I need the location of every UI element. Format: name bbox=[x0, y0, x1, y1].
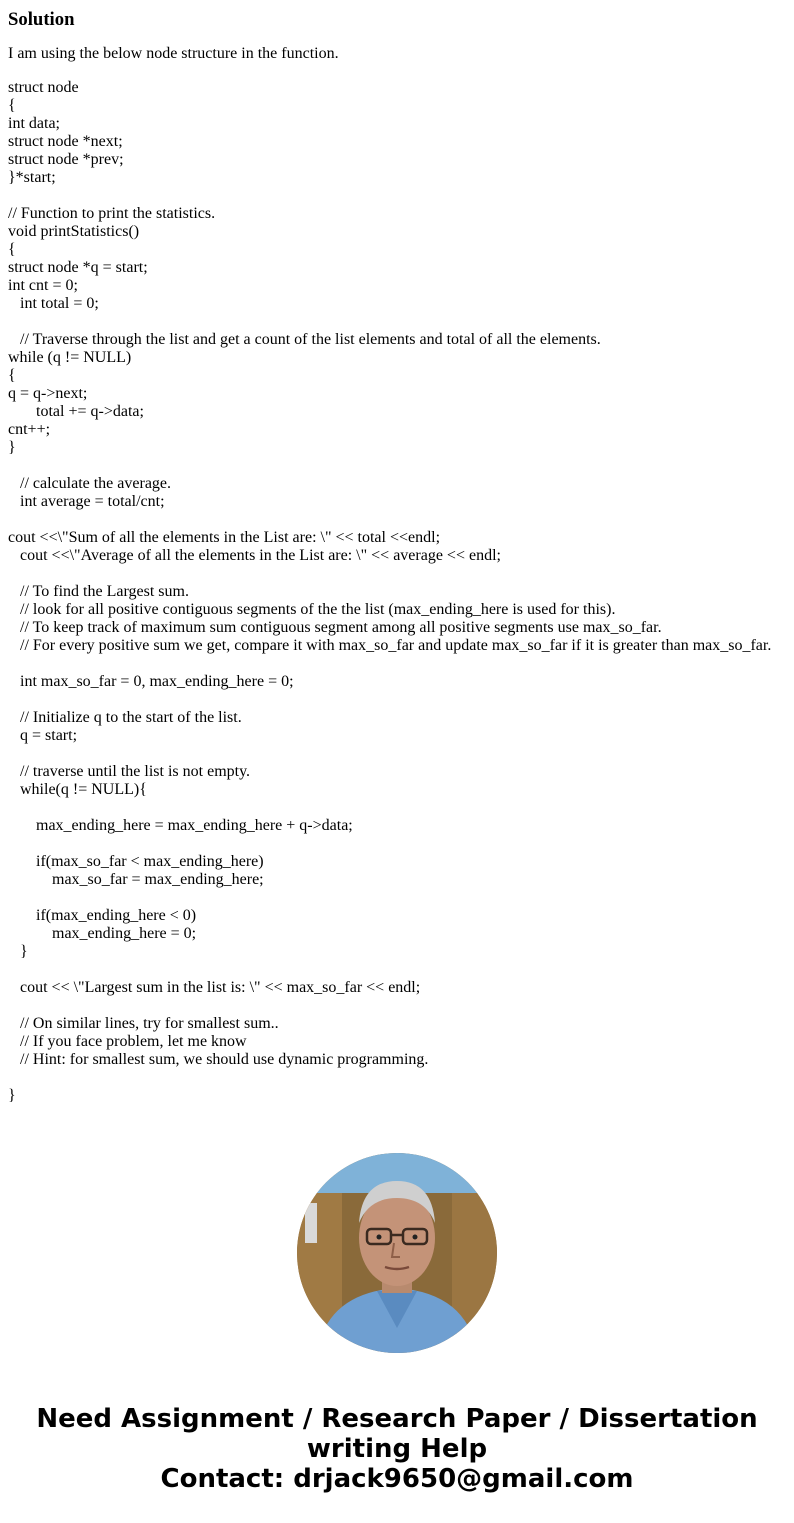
code-line: // For every positive sum we get, compare it with max_so_far and update max_so_far if it is greater than max_so_far. bbox=[8, 637, 772, 654]
code-block bbox=[8, 79, 786, 1105]
code-line bbox=[8, 1069, 786, 1087]
code-line: int average = total/cnt; bbox=[8, 493, 165, 510]
code-line bbox=[8, 889, 786, 907]
intro-text: I am using the below node structure in the function. bbox=[8, 45, 339, 62]
code-line: if(max_ending_here < 0) bbox=[8, 907, 197, 924]
code-line: int max_so_far = 0, max_ending_here = 0; bbox=[8, 673, 294, 690]
code-line: { bbox=[8, 367, 16, 384]
code-line: max_ending_here = 0; bbox=[8, 925, 197, 942]
promo-contact: Contact: drjack9650@gmail.com bbox=[160, 1464, 634, 1494]
code-line: // If you face problem, let me know bbox=[8, 1033, 247, 1050]
code-line: int data; bbox=[8, 115, 60, 132]
code-line: while(q != NULL){ bbox=[8, 781, 147, 798]
code-line bbox=[8, 997, 786, 1015]
code-line: // traverse until the list is not empty. bbox=[8, 763, 251, 780]
author-avatar bbox=[297, 1153, 497, 1353]
code-line bbox=[8, 187, 786, 205]
code-line: // look for all positive contiguous segments of the the list (max_ending_here is used for this). bbox=[8, 601, 616, 618]
promo-line-1: Need Assignment / Research Paper / Dissertation bbox=[36, 1404, 758, 1434]
code-line bbox=[8, 745, 786, 763]
code-line: max_ending_here = max_ending_here + q->data; bbox=[8, 817, 353, 834]
code-line: int total = 0; bbox=[8, 295, 99, 312]
code-line: cout <<\"Sum of all the elements in the List are: \" << total <<endl; bbox=[8, 529, 441, 546]
code-line bbox=[8, 511, 786, 529]
code-line: max_so_far = max_ending_here; bbox=[8, 871, 264, 888]
code-line bbox=[8, 835, 786, 853]
code-line: // To find the Largest sum. bbox=[8, 583, 189, 600]
code-line: if(max_so_far < max_ending_here) bbox=[8, 853, 264, 870]
code-line bbox=[8, 313, 786, 331]
code-line: cnt++; bbox=[8, 421, 51, 438]
code-line: // Initialize q to the start of the list. bbox=[8, 709, 242, 726]
code-line: }*start; bbox=[8, 169, 56, 186]
code-line: // Hint: for smallest sum, we should use dynamic programming. bbox=[8, 1051, 429, 1068]
code-line: // On similar lines, try for smallest sum.. bbox=[8, 1015, 279, 1032]
code-line: struct node *next; bbox=[8, 133, 123, 150]
code-line bbox=[8, 691, 786, 709]
code-line: // calculate the average. bbox=[8, 475, 172, 492]
code-line: struct node *prev; bbox=[8, 151, 124, 168]
code-line: // Function to print the statistics. bbox=[8, 205, 216, 222]
code-line: while (q != NULL) bbox=[8, 349, 132, 366]
promo-line-2: writing Help bbox=[306, 1434, 488, 1464]
page-title: Solution bbox=[8, 9, 75, 30]
code-line: } bbox=[8, 439, 16, 456]
code-line: // Traverse through the list and get a count of the list elements and total of all the elements. bbox=[8, 331, 601, 348]
code-line: { bbox=[8, 97, 16, 114]
code-line: } bbox=[8, 943, 28, 960]
code-line: q = start; bbox=[8, 727, 78, 744]
code-line: void printStatistics() bbox=[8, 223, 140, 240]
code-line bbox=[8, 457, 786, 475]
code-line: { bbox=[8, 241, 16, 258]
code-line bbox=[8, 655, 786, 673]
code-line: int cnt = 0; bbox=[8, 277, 78, 294]
code-line: } bbox=[8, 1087, 16, 1104]
code-line: cout <<\"Average of all the elements in the List are: \" << average << endl; bbox=[8, 547, 501, 564]
code-line bbox=[8, 799, 786, 817]
code-line: struct node *q = start; bbox=[8, 259, 148, 276]
code-line bbox=[8, 961, 786, 979]
promo-banner bbox=[0, 1404, 794, 1494]
code-line: total += q->data; bbox=[8, 403, 144, 420]
solution-document bbox=[8, 8, 786, 1105]
code-line bbox=[8, 565, 786, 583]
code-line: // To keep track of maximum sum contiguous segment among all positive segments use max_so_far. bbox=[8, 619, 662, 636]
code-line: q = q->next; bbox=[8, 385, 88, 402]
code-line: struct node bbox=[8, 79, 79, 96]
code-line: cout << \"Largest sum in the list is: \" << max_so_far << endl; bbox=[8, 979, 421, 996]
